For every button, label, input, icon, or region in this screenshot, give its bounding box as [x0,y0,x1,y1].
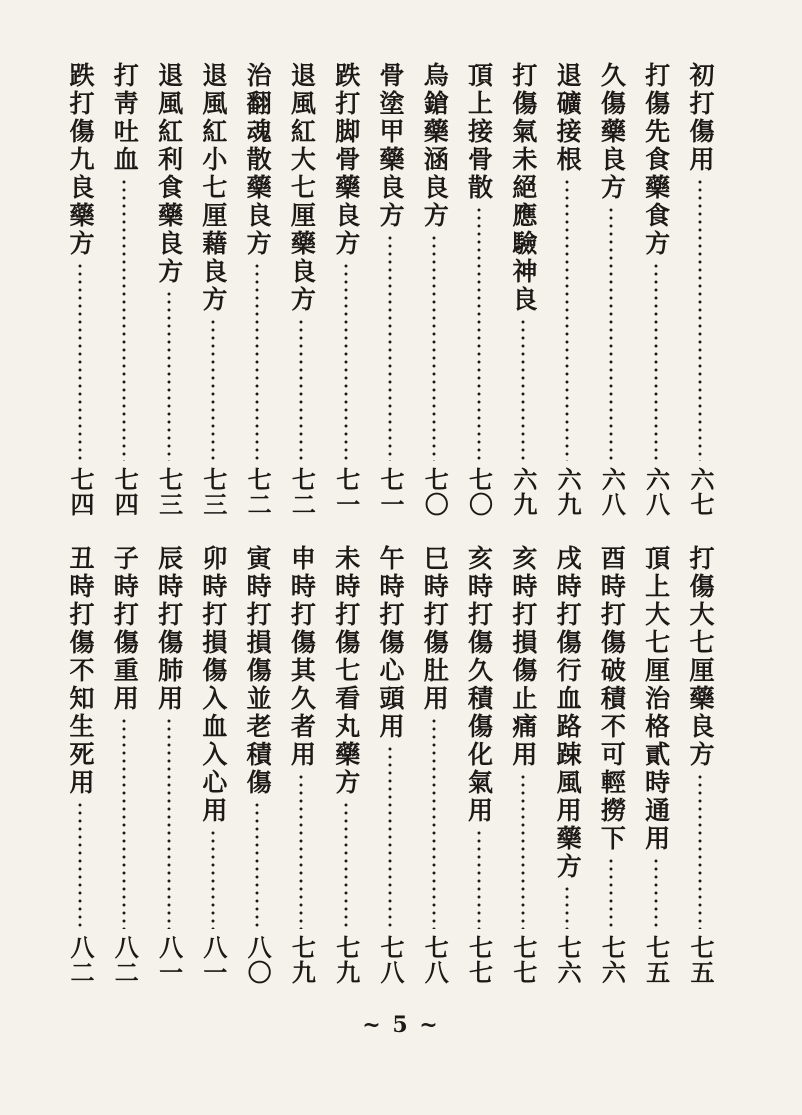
toc-bottom-section [60,545,720,985]
toc-entry-title: 退風紅大七厘藥良方 [287,62,317,314]
toc-entry-page: 七〇 [420,467,450,517]
toc-entry-page: 七五 [641,935,671,985]
toc-entry-page: 八一 [154,935,184,985]
toc-entry-page: 七六 [597,935,627,985]
toc-entry-page: 六八 [641,467,671,517]
toc-entry-title: 退風紅小七厘藉良方 [198,62,228,314]
toc-entry-title: 跌打傷九良藥方 [66,62,95,258]
toc-entry [60,62,100,517]
toc-entry [60,545,100,985]
dot-leader [167,290,171,461]
dot-leader [698,773,702,929]
toc-entry [370,62,410,517]
dot-leader [698,178,702,461]
dot-leader [654,262,658,461]
dot-leader [477,829,481,929]
toc-entry-page: 七四 [66,467,95,517]
toc-entry [149,545,189,985]
toc-entry-title: 打傷氣未絕應驗神良 [508,62,538,314]
toc-entry-page: 六九 [553,467,583,517]
toc-entry-page: 六七 [685,467,715,517]
toc-entry [503,62,543,517]
toc-entry-page: 八二 [110,935,140,985]
dot-leader [167,717,171,929]
toc-entry-page: 七三 [154,467,184,517]
toc-entry-page: 七九 [287,935,317,985]
toc-entry-page: 七二 [243,467,273,517]
toc-entry-title: 酉時打傷破積不可輕撈下 [597,545,627,853]
toc-entry-title: 亥時打傷久積傷化氣用 [464,545,494,825]
toc-entry [237,62,277,517]
dot-leader [609,206,613,461]
toc-entry-title: 久傷藥良方 [597,62,627,202]
dot-leader [388,234,392,461]
dot-leader [609,857,613,929]
toc-entry-title: 初打傷用 [685,62,715,174]
dot-leader [521,318,525,461]
toc-entry-page: 七二 [287,467,317,517]
toc-entry-title: 打傷大七厘藥良方 [685,545,715,769]
toc-entry-page: 七五 [685,935,715,985]
toc-entry-page: 七四 [110,467,140,517]
toc-entry [680,62,720,517]
toc-entry [193,62,233,517]
toc-entry-title: 打傷先食藥食方 [641,62,671,258]
toc-entry [459,62,499,517]
toc-entry-title: 辰時打傷肺用 [154,545,184,713]
dot-leader [122,717,126,929]
toc-entry-title: 骨塗甲藥良方 [375,62,405,230]
toc-entry-page: 七一 [375,467,405,517]
toc-entry [104,545,144,985]
toc-entry-title: 退風紅利食藥良方 [154,62,184,286]
toc-entry-page: 七〇 [464,467,494,517]
toc-entry [326,62,366,517]
toc-entry-page: 八一 [198,935,228,985]
toc-entry-title: 巳時打傷肚用 [420,545,450,713]
dot-leader [432,717,436,929]
toc-entry-title: 打靑吐血 [110,62,140,174]
toc-entry-title: 跌打脚骨藥良方 [331,62,361,258]
page-number-footer: ~ 5 ~ [362,1012,440,1038]
toc-entry [547,545,587,985]
toc-entry-title: 寅時打損傷並老積傷 [243,545,273,797]
dot-leader [477,206,481,461]
dot-leader [211,829,215,929]
dot-leader [565,885,569,929]
toc-entry-title: 丑時打傷不知生死用 [66,545,95,797]
toc-entry [237,545,277,985]
toc-entry [591,62,631,517]
toc-entry-title: 治翻魂散藥良方 [243,62,273,258]
toc-entry [326,545,366,985]
toc-entry-title: 頂上大七厘治格貳時通用 [641,545,671,853]
dot-leader [344,262,348,461]
dot-leader [299,773,303,929]
dot-leader [654,857,658,929]
toc-entry [503,545,543,985]
toc-entry [281,545,321,985]
dot-leader [565,178,569,461]
toc-entry [193,545,233,985]
toc-entry [281,62,321,517]
toc-top-section [60,62,720,517]
dot-leader [521,773,525,929]
toc-entry-page: 七六 [553,935,583,985]
dot-leader [344,801,348,929]
toc-entry [680,545,720,985]
dot-leader [122,178,126,461]
toc-entry-title: 午時打傷心頭用 [375,545,405,741]
toc-entry-page: 七一 [331,467,361,517]
dot-leader [432,234,436,461]
dot-leader [211,318,215,461]
dot-leader [78,801,82,929]
toc-entry-title: 頂上接骨散 [464,62,494,202]
toc-entry-page: 七七 [508,935,538,985]
toc-entry [591,545,631,985]
toc-entry-page: 八二 [66,935,95,985]
toc-entry-page: 七八 [420,935,450,985]
toc-entry-title: 申時打傷其久者用 [287,545,317,769]
toc-entry-page: 六八 [597,467,627,517]
toc-entry-title: 烏鎗藥涵良方 [420,62,450,230]
toc-entry [414,62,454,517]
toc-entry-title: 卯時打損傷入血入心用 [198,545,228,825]
toc-entry [459,545,499,985]
toc-entry-page: 七九 [331,935,361,985]
toc-entry-page: 六九 [508,467,538,517]
toc-entry-title: 戌時打傷行血路踈風用藥方 [553,545,583,881]
toc-entry-title: 亥時打損傷止痛用 [508,545,538,769]
dot-leader [255,801,259,929]
toc-entry [636,545,676,985]
toc-entry-title: 未時打傷七看丸藥方 [331,545,361,797]
toc-entry [370,545,410,985]
toc-entry [149,62,189,517]
toc-entry [104,62,144,517]
dot-leader [78,262,82,461]
toc-entry [636,62,676,517]
toc-entry [414,545,454,985]
toc-entry-title: 子時打傷重用 [110,545,140,713]
dot-leader [388,745,392,929]
toc-entry-page: 七七 [464,935,494,985]
dot-leader [299,318,303,461]
toc-entry-page: 七三 [198,467,228,517]
toc-entry-page: 八〇 [243,935,273,985]
toc-entry [547,62,587,517]
toc-entry-page: 七八 [375,935,405,985]
toc-entry-title: 退礦接根 [553,62,583,174]
dot-leader [255,262,259,461]
